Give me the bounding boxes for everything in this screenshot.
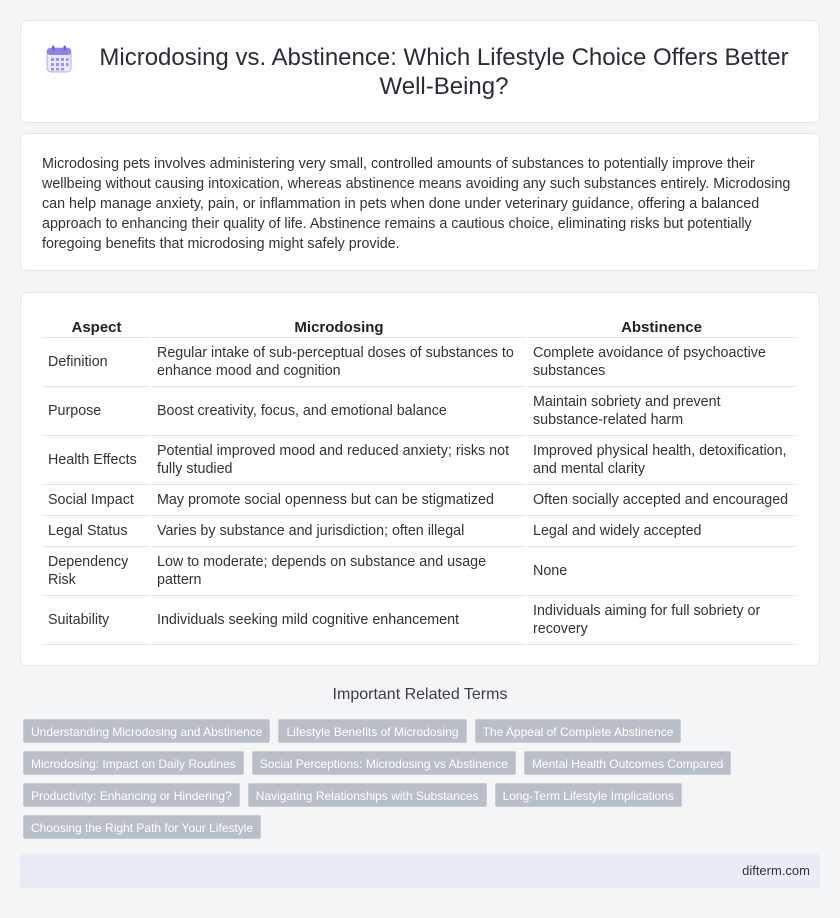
abstinence-cell: Improved physical health, detoxification, and mental clarity bbox=[528, 436, 795, 485]
header-card bbox=[20, 20, 820, 123]
related-term-tag[interactable]: Long-Term Lifestyle Implications bbox=[495, 783, 682, 807]
related-term-tag[interactable]: Understanding Microdosing and Abstinence bbox=[23, 719, 270, 743]
table-row bbox=[43, 547, 795, 596]
aspect-cell: Legal Status bbox=[43, 516, 150, 547]
table-row bbox=[43, 516, 795, 547]
related-term-tag[interactable]: Mental Health Outcomes Compared bbox=[524, 751, 731, 775]
microdosing-cell: Varies by substance and jurisdiction; often illegal bbox=[152, 516, 526, 547]
microdosing-cell: Individuals seeking mild cognitive enhancement bbox=[152, 596, 526, 645]
aspect-cell: Health Effects bbox=[43, 436, 150, 485]
abstinence-cell: Legal and widely accepted bbox=[528, 516, 795, 547]
related-term-tag[interactable]: Productivity: Enhancing or Hindering? bbox=[23, 783, 240, 807]
aspect-cell: Definition bbox=[43, 338, 150, 387]
aspect-cell: Suitability bbox=[43, 596, 150, 645]
related-term-tag[interactable]: Social Perceptions: Microdosing vs Abstinence bbox=[252, 751, 516, 775]
table-row bbox=[43, 485, 795, 516]
comparison-table bbox=[41, 313, 797, 645]
abstinence-cell: Individuals aiming for full sobriety or recovery bbox=[528, 596, 795, 645]
table-row bbox=[43, 436, 795, 485]
abstinence-cell: Often socially accepted and encouraged bbox=[528, 485, 795, 516]
column-header-microdosing: Microdosing bbox=[152, 313, 526, 338]
microdosing-cell: Regular intake of sub-perceptual doses of substances to enhance mood and cognition bbox=[152, 338, 526, 387]
microdosing-cell: Low to moderate; depends on substance and usage pattern bbox=[152, 547, 526, 596]
abstinence-cell: Maintain sobriety and prevent substance-related harm bbox=[528, 387, 795, 436]
abstinence-cell: Complete avoidance of psychoactive substances bbox=[528, 338, 795, 387]
related-term-tag[interactable]: The Appeal of Complete Abstinence bbox=[475, 719, 682, 743]
table-row bbox=[43, 596, 795, 645]
related-term-tag[interactable]: Microdosing: Impact on Daily Routines bbox=[23, 751, 244, 775]
footer bbox=[20, 854, 820, 888]
comparison-table-card bbox=[20, 292, 820, 666]
footer-site-link[interactable]: difterm.com bbox=[742, 863, 810, 878]
related-terms-list bbox=[23, 719, 743, 839]
table-row bbox=[43, 338, 795, 387]
microdosing-cell: May promote social openness but can be stigmatized bbox=[152, 485, 526, 516]
aspect-cell: Purpose bbox=[43, 387, 150, 436]
aspect-cell: Dependency Risk bbox=[43, 547, 150, 596]
microdosing-cell: Potential improved mood and reduced anxiety; risks not fully studied bbox=[152, 436, 526, 485]
table-row bbox=[43, 387, 795, 436]
page-title: Microdosing vs. Abstinence: Which Lifestyle Choice Offers Better Well-Being? bbox=[99, 43, 789, 100]
related-term-tag[interactable]: Navigating Relationships with Substances bbox=[248, 783, 487, 807]
intro-card bbox=[20, 133, 820, 271]
intro-paragraph: Microdosing pets involves administering very small, controlled amounts of substances to potentially improve their wellbeing without causing intoxication, whereas abstinence means avoiding any such substances entirely. Microdosing can help manage anxiety, pain, or inflammation in pets when done under veterinary guidance, offering a balanced approach to enhancing their quality of life. Abstinence remains a cautious choice, eliminating risks but potentially foregoing benefits that microdosing might safely provide. bbox=[42, 156, 791, 252]
related-term-tag[interactable]: Lifestyle Benefits of Microdosing bbox=[278, 719, 466, 743]
abstinence-cell: None bbox=[528, 547, 795, 596]
related-term-tag[interactable]: Choosing the Right Path for Your Lifestyle bbox=[23, 815, 261, 839]
microdosing-cell: Boost creativity, focus, and emotional balance bbox=[152, 387, 526, 436]
related-terms-heading: Important Related Terms bbox=[332, 686, 508, 703]
calendar-icon bbox=[46, 45, 72, 73]
aspect-cell: Social Impact bbox=[43, 485, 150, 516]
column-header-aspect: Aspect bbox=[43, 313, 150, 338]
table-header-row bbox=[43, 313, 795, 338]
column-header-abstinence: Abstinence bbox=[528, 313, 795, 338]
